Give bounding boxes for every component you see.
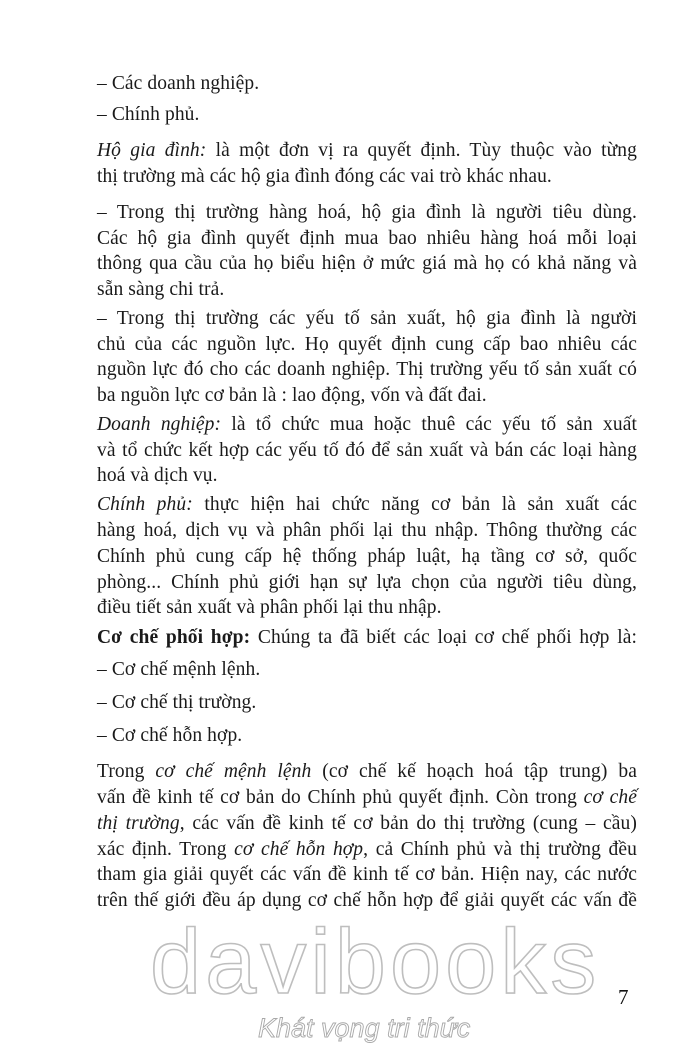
- term-co-che-phoi-hop: Cơ chế phối hợp:: [97, 627, 251, 648]
- page-number: 7: [618, 985, 629, 1009]
- text-line: trên thế giới đều áp dụng cơ chế hỗn hợp để giải quyết các vấn đề: [97, 890, 637, 911]
- text-line: thị trường mà các hộ gia đình đóng các vai trò khác nhau.: [97, 166, 552, 187]
- text-line: Cơ chế phối hợp: Chúng ta đã biết các loại cơ chế phối hợp là:: [97, 627, 637, 648]
- watermark-brand: davibooks: [150, 911, 601, 1013]
- text-line: – Cơ chế hỗn hợp.: [97, 725, 243, 746]
- text-line: – Trong thị trường hàng hoá, hộ gia đình là người tiêu dùng.: [97, 202, 637, 223]
- text-line: Trong cơ chế mệnh lệnh (cơ chế kế hoạch hoá tập trung) ba: [97, 761, 637, 782]
- text-line: thông qua cầu của họ biểu hiện ở mức giá mà họ có khả năng và: [97, 253, 637, 274]
- term-chinh-phu: Chính phủ:: [97, 494, 193, 515]
- text-line: vấn đề kinh tế cơ bản do Chính phủ quyết định. Còn trong cơ chế: [97, 787, 637, 808]
- text-line: ba nguồn lực cơ bản là : lao động, vốn và đất đai.: [97, 385, 487, 406]
- watermark-tagline: Khát vọng tri thức: [258, 1013, 471, 1043]
- text-line: – Cơ chế thị trường.: [97, 692, 257, 713]
- text-line: phòng... Chính phủ giới hạn sự lựa chọn của người tiêu dùng,: [97, 572, 637, 593]
- text-line: nguồn lực đó cho các doanh nghiệp. Thị trường yếu tố sản xuất có: [97, 359, 637, 380]
- text-line: Doanh nghiệp: là tổ chức mua hoặc thuê các yếu tố sản xuất: [97, 414, 637, 435]
- text-line: – Cơ chế mệnh lệnh.: [97, 659, 261, 680]
- text-line: xác định. Trong cơ chế hỗn hợp, cả Chính phủ và thị trường đều: [97, 839, 638, 860]
- term-ho-gia-dinh: Hộ gia đình:: [97, 140, 207, 161]
- text-line: hàng hoá, dịch vụ và phân phối lại thu nhập. Thông thường các: [97, 520, 637, 541]
- text-line: sẵn sàng chi trả.: [97, 279, 225, 300]
- text-line: thị trường, các vấn đề kinh tế cơ bản do thị trường (cung – cầu): [97, 813, 637, 834]
- text-line: – Trong thị trường các yếu tố sản xuất, hộ gia đình là người: [97, 308, 637, 329]
- text-line: Chính phủ cung cấp hệ thống pháp luật, hạ tầng cơ sở, quốc: [97, 546, 637, 567]
- text-line: và tổ chức kết hợp các yếu tố đó để sản xuất và bán các loại hàng: [97, 440, 637, 461]
- text-line: hoá và dịch vụ.: [97, 465, 218, 486]
- text-line: tham gia giải quyết các vấn đề kinh tế cơ bản. Hiện nay, các nước: [97, 864, 637, 885]
- text-line: Chính phủ: thực hiện hai chức năng cơ bản là sản xuất các: [97, 494, 638, 515]
- text-line: điều tiết sản xuất và phân phối lại thu nhập.: [97, 597, 442, 618]
- text-line: – Các doanh nghiệp.: [97, 73, 260, 94]
- text-line: Các hộ gia đình quyết định mua bao nhiêu hàng hoá mỗi loại: [97, 228, 637, 249]
- text-line: – Chính phủ.: [97, 104, 200, 125]
- text-line: Hộ gia đình: là một đơn vị ra quyết định. Tùy thuộc vào từng: [97, 140, 637, 161]
- text-line: chủ của các nguồn lực. Họ quyết định cung cấp bao nhiêu các: [97, 334, 637, 355]
- term-doanh-nghiep: Doanh nghiệp:: [97, 414, 222, 435]
